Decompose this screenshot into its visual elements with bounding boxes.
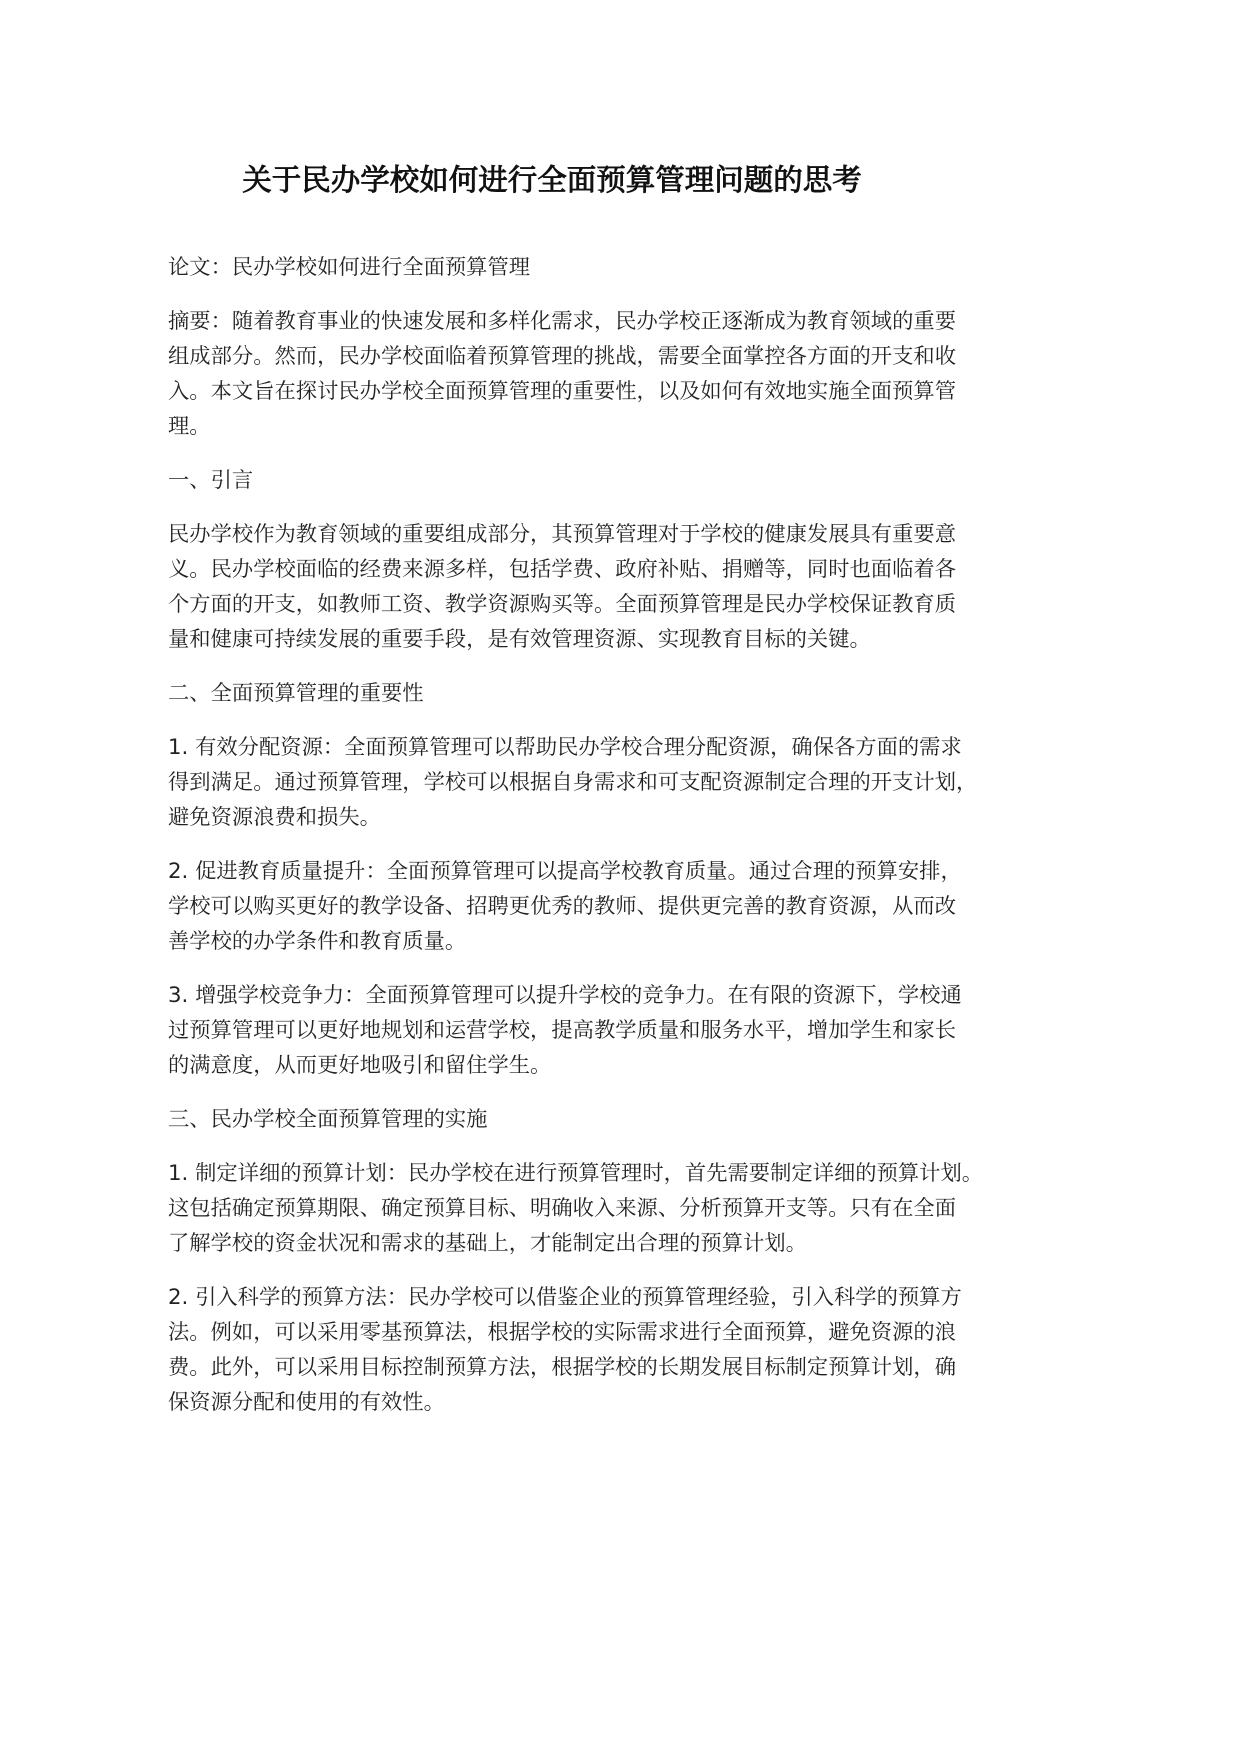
paragraph-line: 2. 引入科学的预算方法：民办学校可以借鉴企业的预算管理经验，引入科学的预算方 (168, 1285, 962, 1310)
section-heading-implementation (168, 1102, 1028, 1137)
importance-item-1 (168, 730, 1028, 835)
paragraph-line: 2. 促进教育质量提升：全面预算管理可以提高学校教育质量。通过合理的预算安排， (168, 859, 962, 884)
paragraph-line: 个方面的开支，如教师工资、教学资源购买等。全面预算管理是民办学校保证教育质 (168, 592, 956, 617)
paragraph-line: 过预算管理可以更好地规划和运营学校，提高教学质量和服务水平，增加学生和家长 (168, 1018, 956, 1043)
abstract-line: 摘要：随着教育事业的快速发展和多样化需求，民办学校正逐渐成为教育领域的重要 (168, 309, 956, 334)
paragraph-line: 民办学校作为教育领域的重要组成部分，其预算管理对于学校的健康发展具有重要意 (168, 522, 956, 547)
document-body (168, 160, 1028, 1439)
paragraph-line: 保资源分配和使用的有效性。 (168, 1390, 445, 1415)
paragraph-line: 这包括确定预算期限、确定预算目标、明确收入来源、分析预算开支等。只有在全面 (168, 1196, 956, 1221)
section-heading: 二、全面预算管理的重要性 (168, 681, 424, 706)
section-heading-introduction (168, 463, 1028, 498)
paper-line-paragraph (168, 250, 1028, 285)
abstract-line: 理。 (168, 414, 211, 439)
paragraph-line: 的满意度，从而更好地吸引和留住学生。 (168, 1053, 552, 1078)
paragraph-line: 了解学校的资金状况和需求的基础上，才能制定出合理的预算计划。 (168, 1231, 807, 1256)
paragraph-line: 费。此外，可以采用目标控制预算方法，根据学校的长期发展目标制定预算计划，确 (168, 1355, 956, 1380)
paper-line: 论文：民办学校如何进行全面预算管理 (168, 255, 531, 280)
paragraph-line: 1. 制定详细的预算计划：民办学校在进行预算管理时，首先需要制定详细的预算计划。 (168, 1161, 984, 1186)
section-heading-importance (168, 676, 1028, 711)
section-heading: 一、引言 (168, 468, 254, 493)
implementation-item-2 (168, 1280, 1028, 1420)
paragraph-line: 学校可以购买更好的教学设备、招聘更优秀的教师、提供更完善的教育资源，从而改 (168, 894, 956, 919)
importance-item-3 (168, 978, 1028, 1083)
paragraph-line: 避免资源浪费和损失。 (168, 805, 381, 830)
abstract-line: 入。本文旨在探讨民办学校全面预算管理的重要性，以及如何有效地实施全面预算管 (168, 379, 956, 404)
abstract-line: 组成部分。然而，民办学校面临着预算管理的挑战，需要全面掌控各方面的开支和收 (168, 344, 956, 369)
abstract-paragraph (168, 304, 1028, 444)
paragraph-line: 善学校的办学条件和教育质量。 (168, 929, 467, 954)
introduction-paragraph (168, 517, 1028, 657)
implementation-item-1 (168, 1156, 1028, 1261)
document-title: 关于民办学校如何进行全面预算管理问题的思考 (242, 163, 862, 197)
paragraph-line: 3. 增强学校竞争力：全面预算管理可以提升学校的竞争力。在有限的资源下，学校通 (168, 983, 962, 1008)
paragraph-line: 1. 有效分配资源：全面预算管理可以帮助民办学校合理分配资源，确保各方面的需求 (168, 735, 962, 760)
section-heading: 三、民办学校全面预算管理的实施 (168, 1107, 488, 1132)
importance-item-2 (168, 854, 1028, 959)
paragraph-line: 义。民办学校面临的经费来源多样，包括学费、政府补贴、捐赠等，同时也面临着各 (168, 557, 956, 582)
paragraph-line: 量和健康可持续发展的重要手段，是有效管理资源、实现教育目标的关键。 (168, 627, 871, 652)
paragraph-line: 法。例如，可以采用零基预算法，根据学校的实际需求进行全面预算，避免资源的浪 (168, 1320, 956, 1345)
paragraph-line: 得到满足。通过预算管理，学校可以根据自身需求和可支配资源制定合理的开支计划， (168, 770, 978, 795)
